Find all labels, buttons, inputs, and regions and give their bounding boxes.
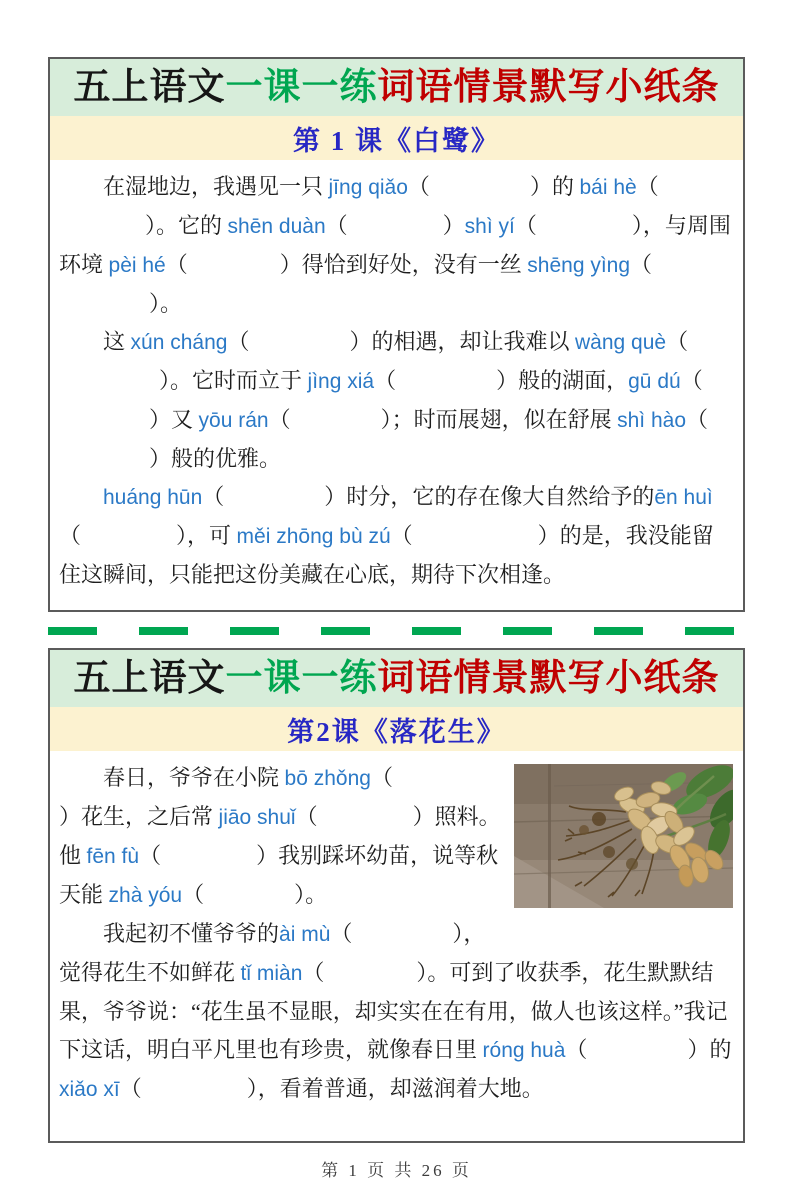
- peanut-plant-photo: [514, 764, 733, 908]
- blank-field: [59, 464, 149, 466]
- blank-field: [318, 822, 413, 824]
- blank-field: [59, 231, 145, 233]
- worksheet-paragraph: 春日，爷爷在小院 bō zhǒng（）花生，之后常 jiāo shuǐ（ ）照料。他 fēn fù（ ）我别踩坏幼苗，说等秋天能 zhà yóu（ ）。: [59, 765, 501, 907]
- blank-field: [249, 347, 349, 349]
- text-run: 春日，爷爷在小院: [103, 765, 285, 790]
- text-run: 。它时而立于: [170, 368, 308, 393]
- blank-field: [291, 425, 381, 427]
- pinyin-cue: tǐ miàn: [240, 962, 303, 985]
- text-run: 一课一练: [225, 658, 378, 699]
- text-run: ，看着普通，却滋润着大地。: [257, 1076, 544, 1101]
- text-run: 照料。他: [59, 804, 501, 868]
- blank-field: [396, 386, 496, 388]
- blank-field: [413, 541, 538, 543]
- lesson-1-subtitle: 第 1 课《白鹭》: [50, 116, 743, 160]
- pinyin-cue: pèi hé: [108, 254, 166, 277]
- blank-field: [59, 386, 159, 388]
- pinyin-cue: shēn duàn: [227, 215, 326, 238]
- text-run: 的是，我没能留住这瞬间，只能把这份美藏在心底，期待下次相逢。: [59, 523, 714, 587]
- card-title-banner: [50, 59, 743, 116]
- pinyin-cue: wàng què: [574, 331, 667, 354]
- text-run: 我别踩坏幼苗，说等秋天能: [59, 843, 499, 907]
- text-run: 。: [305, 882, 328, 907]
- pinyin-cue: jiāo shuǐ: [218, 806, 296, 829]
- pinyin-cue: měi zhōng bù zú: [236, 525, 391, 548]
- text-run: 又: [171, 407, 199, 432]
- text-run: 花生，之后常: [81, 804, 219, 829]
- page-footer: 第 1 页 共 26 页: [321, 1161, 472, 1180]
- blank-field: [81, 541, 176, 543]
- text-run: 词语情景默写小纸条: [377, 658, 720, 699]
- card-title-banner: [50, 650, 743, 707]
- text-run: 般的优雅。: [171, 446, 282, 471]
- blank-field: [393, 783, 488, 785]
- text-run: ，可: [187, 523, 237, 548]
- blank-field: [224, 502, 324, 504]
- text-run: 词语情景默写小纸条: [377, 67, 720, 108]
- pinyin-cue: gū dú: [628, 370, 681, 393]
- pinyin-cue: jīng qiǎo: [328, 176, 408, 199]
- text-run: 时分，它的存在像大自然给予的: [346, 484, 655, 509]
- lesson-1-body: [50, 160, 743, 610]
- blank-field: [142, 1094, 247, 1096]
- text-run: 的: [551, 174, 580, 199]
- worksheet-paragraph: 在湿地边，我遇见一只 jīng qiǎo（ ）的 bái hè（）。它的 shēn duàn（ ）shì yí（ ），与周围环境 pèi hé（ ）得恰到好处，没有一丝 shēng yìng（）。: [59, 174, 731, 316]
- lesson-2-body: [50, 751, 743, 1141]
- text-run: 五上语文: [73, 658, 226, 699]
- blank-field: [352, 939, 452, 941]
- pinyin-cue: shēng yìng: [527, 254, 631, 277]
- text-run: 在湿地边，我遇见一只: [103, 174, 329, 199]
- pinyin-cue: zhà yóu: [108, 884, 183, 907]
- text-run: 般的湖面，: [518, 368, 629, 393]
- text-run: ，与周围环境: [59, 213, 731, 277]
- blank-field: [324, 978, 416, 980]
- text-run: 一课一练: [225, 67, 378, 108]
- lesson-card-1: [48, 57, 745, 612]
- text-run: 。它的: [156, 213, 228, 238]
- blank-field: [188, 270, 280, 272]
- pinyin-cue: yōu rán: [198, 409, 269, 432]
- blank-field: [348, 231, 443, 233]
- text-run: 的相遇，却让我难以: [371, 329, 575, 354]
- text-run: 得恰到好处，没有一丝: [301, 252, 528, 277]
- text-run: ；时而展翅，似在舒展: [391, 407, 618, 432]
- pinyin-cue: bō zhǒng: [284, 767, 371, 790]
- blank-field: [59, 309, 149, 311]
- worksheet-paragraph: huáng hūn（ ）时分，它的存在像大自然给予的ēn huì（ ），可 měi zhōng bù zú（ ）的是，我没能留住这瞬间，只能把这份美藏在心底，期待下次相逢。: [59, 484, 714, 587]
- pinyin-cue: shì hào: [617, 409, 687, 432]
- pinyin-cue: ēn huì: [654, 486, 713, 509]
- pinyin-cue: huáng hūn: [103, 486, 203, 509]
- pinyin-cue: jìng xiá: [307, 370, 375, 393]
- pinyin-cue: fēn fù: [86, 845, 140, 868]
- text-run: ，觉得花生不如鲜花: [59, 921, 486, 985]
- blank-field: [430, 192, 530, 194]
- blank-field: [587, 1055, 687, 1057]
- text-run: 的: [709, 1037, 732, 1062]
- text-run: 这: [103, 329, 131, 354]
- lesson-card-2: [48, 648, 745, 1143]
- pinyin-cue: xiǎo xī: [59, 1078, 120, 1101]
- worksheet-paragraph: 我起初不懂爷爷的ài mù（ ），觉得花生不如鲜花 tǐ miàn（ ）。可到了收获季，花生默默结果，爷爷说：“花生虽不显眼，却实实在在有用，做人也该这样。”我记下这话，明白平凡里也有珍贵，就像春日里 róng huà（ ）的 xiǎo xī（ ），看着普通，却滋润着大地。: [59, 921, 732, 1101]
- pinyin-cue: xún cháng: [130, 331, 228, 354]
- text-run: 。可到了收获季，花生默默结果，爷爷说：“花生虽不显眼，却实实在在有用，做人也该这样。”我记下这话，明白平凡里也有珍贵，就像春日里: [59, 960, 728, 1062]
- worksheet-page: [48, 0, 745, 1181]
- text-run: 。: [160, 291, 183, 316]
- pinyin-cue: shì yí: [464, 215, 515, 238]
- text-run: 我起初不懂爷爷的: [103, 921, 280, 946]
- blank-field: [59, 425, 149, 427]
- blank-field: [204, 900, 294, 902]
- text-run: 五上语文: [73, 67, 226, 108]
- blank-field: [161, 861, 256, 863]
- blank-field: [537, 231, 632, 233]
- pinyin-cue: ài mù: [279, 923, 331, 946]
- worksheet-paragraph: 这 xún cháng（ ）的相遇，却让我难以 wàng què（）。它时而立于 jìng xiá（ ）般的湖面，gū dú（）又 yōu rán（ ）；时而展翅，似在舒展 shì hào（）般的优雅。: [59, 323, 733, 478]
- dashed-divider: [48, 627, 745, 635]
- pinyin-cue: bái hè: [579, 176, 637, 199]
- lesson-2-subtitle: 第2课《落花生》: [50, 707, 743, 751]
- pinyin-cue: róng huà: [482, 1039, 566, 1062]
